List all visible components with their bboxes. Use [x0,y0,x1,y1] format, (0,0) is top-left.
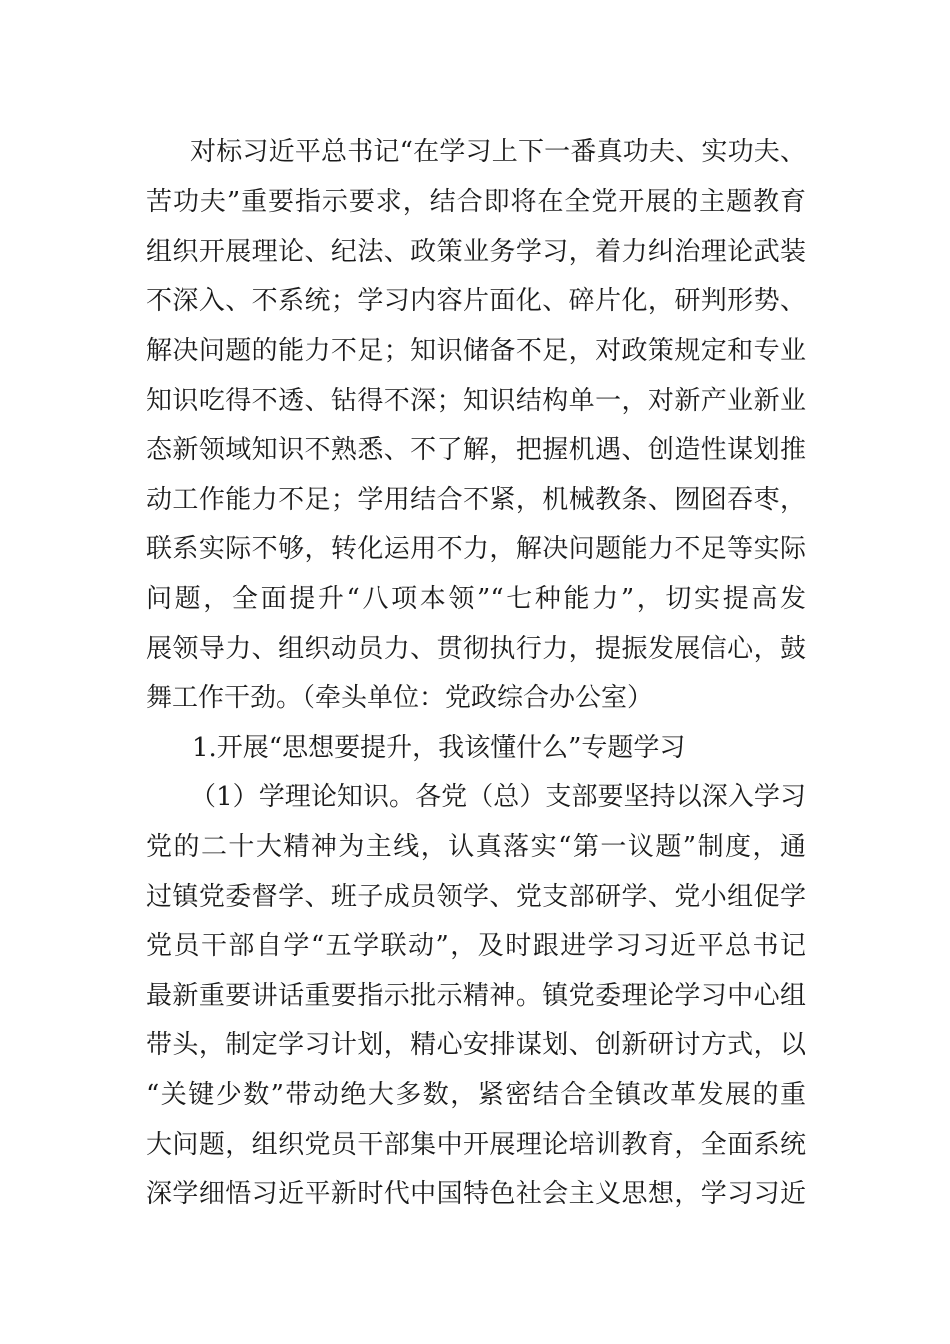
paragraph-2-line-4: 党员干部自学“五学联动”，及时跟进学习习近平总书记 [146,931,806,961]
paragraph-1-line-6: 知识吃得不透、钻得不深；知识结构单一，对新产业新业 [146,386,806,416]
paragraph-1-line-12: 舞工作干劲。（牵头单位：党政综合办公室） [146,683,654,713]
paragraph-2-line-9: 深学细悟习近平新时代中国特色社会主义思想，学习习近 [146,1179,806,1209]
paragraph-1-line-3: 组织开展理论、纪法、政策业务学习，着力纠治理论武装 [146,237,806,267]
paragraph-2-line-5: 最新重要讲话重要指示批示精神。镇党委理论学习中心组 [146,981,806,1011]
paragraph-1-line-7: 态新领域知识不熟悉、不了解，把握机遇、创造性谋划推 [146,435,806,465]
paragraph-1-line-2: 苦功夫”重要指示要求，结合即将在全党开展的主题教育 [146,187,806,217]
paragraph-2-line-1: （1）学理论知识。各党（总）支部要坚持以深入学习 [190,782,806,812]
paragraph-1-line-10: 问题，全面提升“八项本领”“七种能力”，切实提高发 [146,584,806,614]
paragraph-1-line-9: 联系实际不够，转化运用不力，解决问题能力不足等实际 [146,534,806,564]
paragraph-2-line-3: 过镇党委督学、班子成员领学、党支部研学、党小组促学 [146,882,806,912]
paragraph-2-line-6: 带头，制定学习计划，精心安排谋划、创新研讨方式，以 [146,1030,806,1060]
paragraph-2-line-2: 党的二十大精神为主线，认真落实“第一议题”制度，通 [146,832,806,862]
paragraph-2-line-8: 大问题，组织党员干部集中开展理论培训教育，全面系统 [146,1130,806,1160]
paragraph-1-line-8: 动工作能力不足；学用结合不紧，机械教条、囫囵吞枣， [146,485,806,515]
paragraph-1-line-11: 展领导力、组织动员力、贯彻执行力，提振发展信心，鼓 [146,634,806,664]
paragraph-2-line-7: “关键少数”带动绝大多数，紧密结合全镇改革发展的重 [146,1080,806,1110]
paragraph-1-line-5: 解决问题的能力不足；知识储备不足，对政策规定和专业 [146,336,806,366]
paragraph-1-line-4: 不深入、不系统；学习内容片面化、碎片化，研判形势、 [146,286,806,316]
section-heading-1: 1.开展“思想要提升，我该懂什么”专题学习 [192,733,686,763]
paragraph-1-line-1: 对标习近平总书记“在学习上下一番真功夫、实功夫、 [190,137,806,167]
